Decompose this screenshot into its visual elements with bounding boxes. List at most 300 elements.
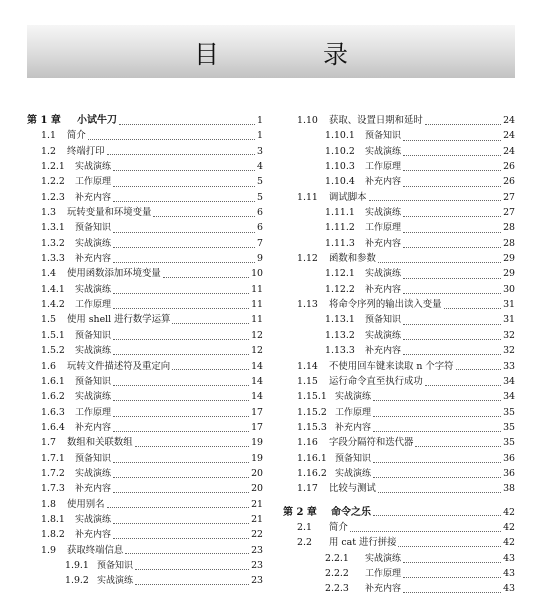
toc-entry-title: 实战演练 [75, 514, 112, 525]
toc-entry-title: 预备知识 [75, 376, 112, 387]
toc-dot-leader [135, 445, 249, 447]
toc-entry-number: 第 1 章 [27, 115, 61, 126]
toc-entry-number: 1.7.2 [41, 467, 65, 479]
toc-entry-title: 预备知识 [75, 223, 112, 234]
toc-dot-leader [107, 153, 256, 155]
toc-entry-title: 工作原理 [365, 223, 402, 234]
toc-entry[interactable] [27, 543, 263, 558]
toc-entry-number: 2.2.2 [325, 567, 349, 579]
toc-dot-leader [373, 476, 501, 478]
toc-entry-number: 1.12.2 [325, 283, 355, 295]
toc-entry-title: 使用 shell 进行数学运算 [67, 314, 171, 326]
toc-entry-number: 1.10.1 [325, 130, 355, 142]
toc-entry-number: 1.9.2 [65, 575, 89, 587]
toc-dot-leader [403, 277, 501, 279]
toc-entry-number: 1.9 [41, 544, 56, 556]
toc-entry[interactable] [27, 236, 263, 251]
toc-entry[interactable] [283, 435, 515, 450]
toc-dot-leader [113, 415, 249, 417]
toc-entry-number: 1.7.3 [41, 483, 65, 495]
toc-entry-number: 1.11.2 [325, 222, 355, 234]
toc-entry[interactable] [283, 405, 515, 420]
toc-entry-number: 2.1 [297, 521, 312, 533]
toc-entry-title: 补充内容 [75, 254, 112, 265]
toc-entry-page: 5 [257, 176, 263, 188]
toc-entry-number: 1.6.3 [41, 406, 65, 418]
toc-entry-title: 实战演练 [75, 238, 112, 249]
toc-entry[interactable] [27, 374, 263, 389]
toc-entry-number: 1.2.2 [41, 176, 65, 188]
header-banner [27, 25, 515, 78]
toc-dot-leader [369, 199, 502, 201]
toc-entry-page: 35 [503, 421, 515, 433]
toc-entry[interactable] [27, 128, 263, 143]
toc-entry-title: 补充内容 [335, 422, 372, 433]
toc-entry-title: 命令之乐 [331, 506, 371, 518]
toc-entry[interactable] [27, 312, 263, 327]
toc-entry[interactable] [27, 220, 263, 235]
toc-entry[interactable] [27, 174, 263, 189]
toc-entry-number: 1.8 [41, 498, 56, 510]
toc-entry[interactable] [27, 359, 263, 374]
toc-entry-number: 1.11.3 [325, 237, 355, 249]
toc-entry-number: 1.5 [41, 314, 56, 326]
toc-entry[interactable] [283, 343, 515, 358]
toc-entry-number: 1.9.1 [65, 559, 89, 571]
toc-entry-page: 6 [257, 207, 263, 219]
toc-entry-number: 1.10 [297, 115, 318, 126]
toc-entry[interactable] [283, 359, 515, 374]
toc-dot-leader [425, 384, 501, 386]
toc-entry-page: 35 [503, 437, 515, 449]
toc-dot-leader [373, 514, 501, 516]
toc-dot-leader [425, 123, 501, 125]
toc-entry-number: 1.11 [297, 191, 318, 203]
toc-dot-leader [398, 545, 501, 547]
toc-dot-leader [113, 353, 249, 355]
toc-dot-leader [172, 368, 249, 370]
toc-entry[interactable] [27, 558, 263, 573]
toc-entry-number: 1.6 [41, 360, 56, 372]
toc-entry[interactable] [283, 420, 515, 435]
toc-entry[interactable] [27, 420, 263, 435]
toc-dot-leader [113, 476, 249, 478]
toc-entry[interactable] [27, 573, 263, 588]
toc-entry-number: 1.13.3 [325, 345, 355, 357]
toc-entry[interactable] [283, 159, 515, 174]
toc-entry-page: 21 [251, 498, 263, 510]
toc-entry-title: 实战演练 [335, 392, 372, 403]
toc-entry[interactable] [283, 251, 515, 266]
toc-entry-title: 工作原理 [75, 300, 112, 311]
toc-dot-leader [403, 154, 501, 156]
toc-entry[interactable] [27, 297, 263, 312]
toc-entry[interactable] [27, 481, 263, 496]
toc-entry-title: 补充内容 [75, 192, 112, 203]
toc-entry-number: 1.6.1 [41, 375, 65, 387]
toc-entry-title: 实战演练 [365, 269, 402, 280]
toc-entry[interactable] [283, 190, 515, 205]
toc-entry-page: 6 [257, 222, 263, 234]
toc-entry[interactable] [283, 328, 515, 343]
toc-entry-title: 获取、设置日期和延时 [329, 115, 423, 126]
toc-dot-leader [113, 200, 255, 202]
toc-entry-page: 36 [503, 452, 515, 464]
toc-entry-page: 21 [251, 513, 263, 525]
toc-entry[interactable] [283, 144, 515, 159]
toc-column-right [283, 113, 515, 597]
toc-entry-page: 26 [503, 176, 515, 188]
toc-entry-title: 实战演练 [365, 146, 402, 157]
toc-entry[interactable] [27, 343, 263, 358]
toc-entry-page: 27 [503, 207, 515, 219]
toc-entry-page: 1 [257, 115, 263, 126]
toc-entry-number: 1.7 [41, 437, 56, 449]
toc-entry[interactable] [27, 328, 263, 343]
toc-entry-number: 1.4.1 [41, 283, 65, 295]
toc-dot-leader [113, 169, 255, 171]
toc-dot-leader [113, 461, 249, 463]
toc-entry-page: 5 [257, 191, 263, 203]
toc-entry-page: 19 [251, 452, 263, 464]
toc-dot-leader [403, 292, 501, 294]
toc-dot-leader [172, 322, 249, 324]
toc-entry-title: 预备知识 [365, 315, 402, 326]
toc-entry-page: 17 [251, 421, 263, 433]
toc-entry-page: 3 [257, 145, 263, 157]
toc-dot-leader [135, 568, 249, 570]
toc-entry-page: 32 [503, 329, 515, 341]
toc-entry-number: 1.10.4 [325, 176, 355, 188]
toc-entry[interactable] [283, 374, 515, 389]
toc-entry-title: 预备知识 [97, 560, 134, 571]
toc-entry[interactable] [283, 236, 515, 251]
toc-entry-page: 42 [503, 506, 515, 518]
toc-entry[interactable] [27, 435, 263, 450]
toc-entry-number: 1.13 [297, 299, 318, 311]
toc-entry[interactable] [283, 466, 515, 481]
toc-dot-leader [113, 430, 249, 432]
toc-entry-page: 17 [251, 406, 263, 418]
toc-entry-title: 小试牛刀 [77, 115, 117, 126]
toc-entry-page: 28 [503, 237, 515, 249]
toc-entry-title: 预备知识 [75, 330, 112, 341]
page-title: 目 录 [194, 40, 396, 69]
toc-dot-leader [373, 399, 501, 401]
toc-entry-title: 补充内容 [365, 238, 402, 249]
toc-entry-title: 终端打印 [67, 145, 105, 157]
toc-entry[interactable] [283, 297, 515, 312]
toc-entry-title: 预备知识 [75, 453, 112, 464]
toc-dot-leader [378, 491, 501, 493]
toc-dot-leader [113, 537, 249, 539]
toc-entry-number: 1.15.2 [297, 406, 327, 418]
toc-entry[interactable] [283, 266, 515, 281]
toc-entry-title: 使用函数添加环境变量 [67, 268, 161, 280]
toc-entry-title: 玩转变量和环境变量 [67, 207, 152, 219]
toc-entry-page: 33 [503, 360, 515, 372]
toc-entry[interactable] [27, 512, 263, 527]
toc-entry-number: 1.3 [41, 207, 56, 219]
toc-entry[interactable] [27, 159, 263, 174]
toc-entry-number: 1.12.1 [325, 268, 355, 280]
toc-entry-page: 10 [251, 268, 263, 280]
toc-entry-page: 43 [503, 552, 515, 564]
toc-dot-leader [373, 415, 501, 417]
toc-column-left [27, 113, 263, 589]
toc-entry[interactable] [27, 266, 263, 281]
toc-dot-leader [135, 583, 249, 585]
toc-dot-leader [403, 323, 501, 325]
toc-entry-title: 运行命令直至执行成功 [329, 375, 423, 387]
toc-entry-number: 1.7.1 [41, 452, 65, 464]
toc-entry-title: 补充内容 [365, 177, 402, 188]
toc-entry-number: 1.16.2 [297, 467, 327, 479]
toc-entry-number: 2.2.3 [325, 583, 349, 595]
toc-entry-title: 实战演练 [75, 284, 112, 295]
toc-entry[interactable] [27, 144, 263, 159]
toc-entry-page: 23 [251, 544, 263, 556]
toc-entry[interactable] [283, 520, 515, 535]
toc-entry[interactable] [27, 389, 263, 404]
toc-dot-leader [444, 307, 502, 309]
toc-entry-number: 1.2 [41, 145, 56, 157]
toc-dot-leader [113, 399, 249, 401]
toc-entry-title: 函数和参数 [329, 253, 376, 265]
toc-entry-page: 30 [503, 283, 515, 295]
toc-entry[interactable] [283, 389, 515, 404]
toc-entry-number: 1.13.1 [325, 314, 355, 326]
toc-entry[interactable] [27, 205, 263, 220]
toc-dot-leader [107, 506, 250, 508]
toc-entry-title: 实战演练 [75, 346, 112, 357]
toc-entry-title: 预备知识 [365, 131, 402, 142]
toc-entry-title: 补充内容 [75, 530, 112, 541]
toc-entry-page: 19 [251, 437, 263, 449]
toc-entry-number: 1.5.1 [41, 329, 65, 341]
toc-entry[interactable] [27, 451, 263, 466]
toc-entry-title: 不使用回车键来读取 n 个字符 [329, 360, 454, 372]
toc-entry-title: 实战演练 [365, 330, 402, 341]
toc-entry-page: 31 [503, 299, 515, 311]
toc-entry-number: 1.10.3 [325, 161, 355, 173]
toc-entry[interactable] [283, 282, 515, 297]
toc-entry-title: 用 cat 进行拼接 [329, 537, 397, 549]
toc-dot-leader [113, 307, 249, 309]
toc-entry-number: 2.2 [297, 537, 312, 549]
toc-entry-page: 42 [503, 521, 515, 533]
toc-entry-number: 1.11.1 [325, 207, 355, 219]
toc-entry[interactable] [283, 312, 515, 327]
toc-entry-page: 14 [251, 391, 263, 403]
toc-entry-number: 1.2.3 [41, 191, 65, 203]
toc-entry-page: 12 [251, 345, 263, 357]
toc-entry-title: 玩转文件描述符及重定向 [67, 360, 171, 372]
toc-entry[interactable] [283, 451, 515, 466]
toc-entry-page: 29 [503, 253, 515, 265]
toc-entry-title: 实战演练 [335, 468, 372, 479]
toc-entry-page: 12 [251, 329, 263, 341]
toc-entry-page: 27 [503, 191, 515, 203]
toc-entry[interactable] [27, 251, 263, 266]
toc-entry[interactable] [283, 535, 515, 550]
toc-dot-leader [403, 185, 501, 187]
toc-entry[interactable] [27, 466, 263, 481]
toc-entry-title: 获取终端信息 [67, 544, 124, 556]
toc-entry[interactable] [27, 527, 263, 542]
toc-dot-leader [403, 231, 501, 233]
toc-dot-leader [378, 261, 501, 263]
toc-dot-leader [88, 138, 255, 140]
toc-entry[interactable] [283, 220, 515, 235]
toc-entry-page: 11 [251, 314, 263, 326]
toc-dot-leader [373, 461, 501, 463]
toc-dot-leader [125, 552, 249, 554]
toc-dot-leader [373, 430, 501, 432]
toc-entry-number: 1.12 [297, 253, 318, 265]
toc-entry-title: 补充内容 [365, 584, 402, 595]
toc-entry-page: 23 [251, 559, 263, 571]
toc-entry-title: 实战演练 [75, 162, 112, 173]
toc-entry-title: 简介 [67, 130, 86, 142]
toc-dot-leader [113, 338, 249, 340]
toc-entry-page: 43 [503, 583, 515, 595]
toc-dot-leader [113, 185, 255, 187]
toc-dot-leader [119, 123, 255, 125]
toc-entry-page: 9 [257, 253, 263, 265]
toc-entry-page: 20 [251, 467, 263, 479]
toc-dot-leader [403, 246, 501, 248]
toc-dot-leader [403, 215, 501, 217]
toc-entry-number: 1.6.2 [41, 391, 65, 403]
toc-entry-title: 使用别名 [67, 498, 105, 510]
toc-entry-number: 1.17 [297, 483, 318, 495]
toc-entry-title: 实战演练 [97, 576, 134, 587]
toc-entry-title: 实战演练 [365, 208, 402, 219]
toc-dot-leader [113, 231, 255, 233]
toc-entry-page: 35 [503, 406, 515, 418]
toc-entry[interactable] [283, 481, 515, 496]
toc-entry-page: 28 [503, 222, 515, 234]
toc-entry-title: 调试脚本 [329, 191, 367, 203]
toc-entry-title: 字段分隔符和迭代器 [329, 437, 414, 449]
toc-dot-leader [403, 576, 501, 578]
toc-entry-title: 预备知识 [335, 453, 372, 464]
toc-entry-page: 24 [503, 145, 515, 157]
toc-entry-number: 1.4 [41, 268, 56, 280]
toc-entry[interactable] [283, 128, 515, 143]
toc-dot-leader [113, 491, 249, 493]
toc-entry-number: 1.16 [297, 437, 318, 449]
toc-dot-leader [456, 368, 502, 370]
toc-entry-page: 14 [251, 360, 263, 372]
toc-entry-number: 1.15.1 [297, 391, 327, 403]
toc-entry-page: 23 [251, 575, 263, 587]
toc-entry-title: 工作原理 [335, 407, 372, 418]
toc-dot-leader [350, 530, 501, 532]
toc-dot-leader [113, 261, 255, 263]
toc-entry-number: 1.3.2 [41, 237, 65, 249]
toc-entry[interactable] [283, 551, 515, 566]
toc-entry[interactable] [27, 282, 263, 297]
toc-entry-title: 实战演练 [75, 392, 112, 403]
toc-entry-page: 24 [503, 130, 515, 142]
toc-entry[interactable] [283, 174, 515, 189]
toc-entry-page: 42 [503, 537, 515, 549]
toc-entry-title: 实战演练 [365, 553, 402, 564]
toc-entry-page: 34 [503, 391, 515, 403]
toc-entry-number: 第 2 章 [283, 506, 317, 518]
toc-chapter-entry[interactable] [27, 113, 263, 128]
toc-entry-number: 1.5.2 [41, 345, 65, 357]
toc-entry-page: 22 [251, 529, 263, 541]
toc-entry[interactable] [27, 190, 263, 205]
toc-entry-title: 数组和关联数组 [67, 437, 133, 449]
toc-entry-page: 32 [503, 345, 515, 357]
toc-entry-number: 1.6.4 [41, 421, 65, 433]
toc-entry-title: 补充内容 [75, 484, 112, 495]
toc-dot-leader [113, 384, 249, 386]
toc-dot-leader [403, 169, 501, 171]
toc-dot-leader [113, 246, 255, 248]
toc-entry-page: 29 [503, 268, 515, 280]
toc-entry-page: 36 [503, 467, 515, 479]
toc-entry[interactable] [27, 497, 263, 512]
toc-entry-page: 11 [251, 283, 263, 295]
toc-entry-number: 2.2.1 [325, 552, 349, 564]
toc-entry-number: 1.8.2 [41, 529, 65, 541]
toc-entry-page: 43 [503, 567, 515, 579]
toc-entry-page: 11 [251, 299, 263, 311]
toc-entry-number: 1.3.1 [41, 222, 65, 234]
toc-dot-leader [163, 276, 249, 278]
toc-entry-title: 将命令序列的输出读入变量 [329, 299, 442, 311]
toc-entry-title: 简介 [329, 521, 348, 533]
toc-entry[interactable] [283, 113, 515, 128]
toc-entry-page: 38 [503, 483, 515, 495]
toc-dot-leader [113, 292, 249, 294]
toc-entry-number: 1.3.3 [41, 253, 65, 265]
toc-entry-number: 1.10.2 [325, 145, 355, 157]
toc-dot-leader [403, 338, 501, 340]
toc-entry-number: 1.4.2 [41, 299, 65, 311]
toc-entry-page: 20 [251, 483, 263, 495]
toc-entry-number: 1.2.1 [41, 161, 65, 173]
toc-entry-page: 4 [257, 161, 263, 173]
toc-entry-page: 14 [251, 375, 263, 387]
toc-entry-number: 1.15 [297, 375, 318, 387]
toc-entry[interactable] [283, 205, 515, 220]
toc-entry-title: 补充内容 [75, 422, 112, 433]
toc-entry-page: 31 [503, 314, 515, 326]
toc-entry-number: 1.16.1 [297, 452, 327, 464]
toc-chapter-entry[interactable] [283, 505, 515, 520]
toc-entry-page: 24 [503, 115, 515, 126]
toc-entry-number: 1.14 [297, 360, 318, 372]
toc-entry-title: 工作原理 [365, 162, 402, 173]
toc-entry[interactable] [27, 405, 263, 420]
toc-entry-number: 1.1 [41, 130, 56, 142]
toc-entry-title: 工作原理 [75, 177, 112, 188]
toc-entry-title: 实战演练 [75, 468, 112, 479]
toc-dot-leader [403, 139, 501, 141]
toc-dot-leader [415, 445, 501, 447]
toc-dot-leader [403, 561, 501, 563]
toc-dot-leader [153, 215, 255, 217]
toc-entry[interactable] [283, 581, 515, 596]
toc-entry[interactable] [283, 566, 515, 581]
toc-dot-leader [403, 353, 501, 355]
